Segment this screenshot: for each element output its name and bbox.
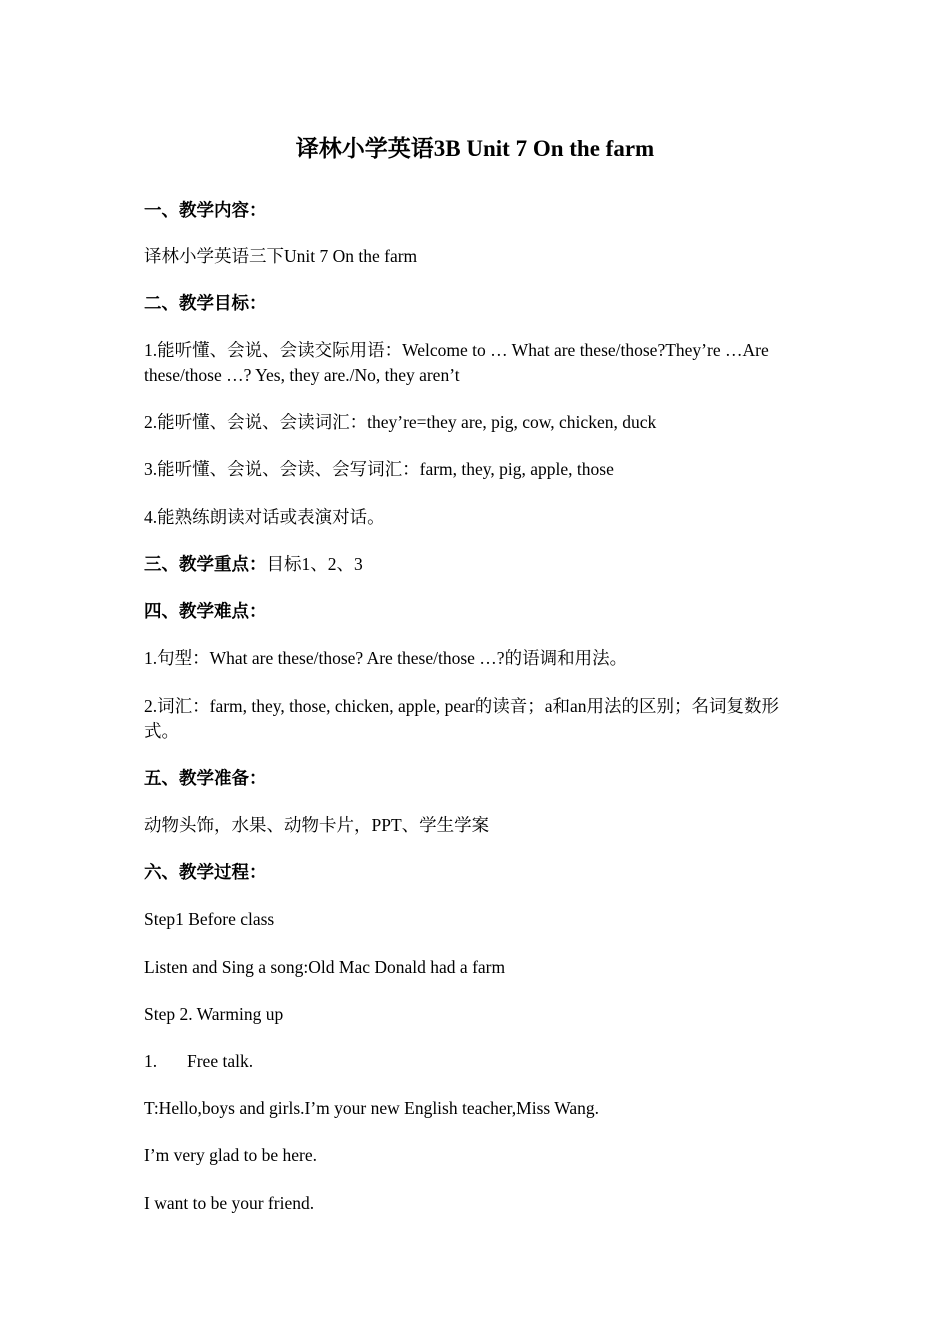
key-points-text: 目标1、2、3: [266, 554, 363, 574]
section-heading-goals: 二、教学目标：: [144, 293, 267, 313]
step-1-text: Listen and Sing a song:Old Mac Donald had a farm: [144, 957, 506, 977]
section-heading-process: 六、教学过程：: [144, 862, 267, 882]
goal-2: 2.能听懂、会说、会读词汇：they’re=they are, pig, cow, chicken, duck: [144, 412, 657, 432]
difficult-1: 1.句型：What are these/those? Are these/those …?的语调和用法。: [144, 648, 628, 668]
section-heading-key: 三、教学重点：: [144, 554, 267, 574]
section-heading-difficult: 四、教学难点：: [144, 601, 267, 621]
section-heading-content: 一、教学内容：: [144, 200, 267, 220]
list-item-text: Free talk.: [187, 1051, 254, 1071]
list-item: [144, 1049, 814, 1074]
list-item-number: 1.: [144, 1051, 158, 1071]
goal-3: 3.能听懂、会说、会读、会写词汇：farm, they, pig, apple, those: [144, 459, 614, 479]
document-title: 译林小学英语3B Unit 7 On the farm: [295, 136, 655, 161]
goal-4: 4.能熟练朗读对话或表演对话。: [144, 507, 385, 527]
section-heading-prep: 五、教学准备：: [144, 768, 267, 788]
step-2-label: Step 2. Warming up: [144, 1004, 284, 1024]
talk-line-2: I’m very glad to be here.: [144, 1145, 317, 1165]
talk-line-1: T:Hello,boys and girls.I’m your new English teacher,Miss Wang.: [144, 1098, 600, 1118]
prep-text: 动物头饰，水果、动物卡片，PPT、学生学案: [144, 815, 490, 835]
step-1-label: Step1 Before class: [144, 909, 275, 929]
talk-line-3: I want to be your friend.: [144, 1193, 315, 1213]
content-text: 译林小学英语三下Unit 7 On the farm: [144, 246, 418, 266]
difficult-2: 2.词汇：farm, they, those, chicken, apple, pear的读音；a和an用法的区别；名词复数形式。: [144, 696, 780, 741]
goal-1: 1.能听懂、会说、会读交际用语：Welcome to … What are these/those?They’re …Are these/those …? Yes, they are./No, they aren’t: [144, 340, 769, 385]
key-points-line: [144, 552, 814, 577]
